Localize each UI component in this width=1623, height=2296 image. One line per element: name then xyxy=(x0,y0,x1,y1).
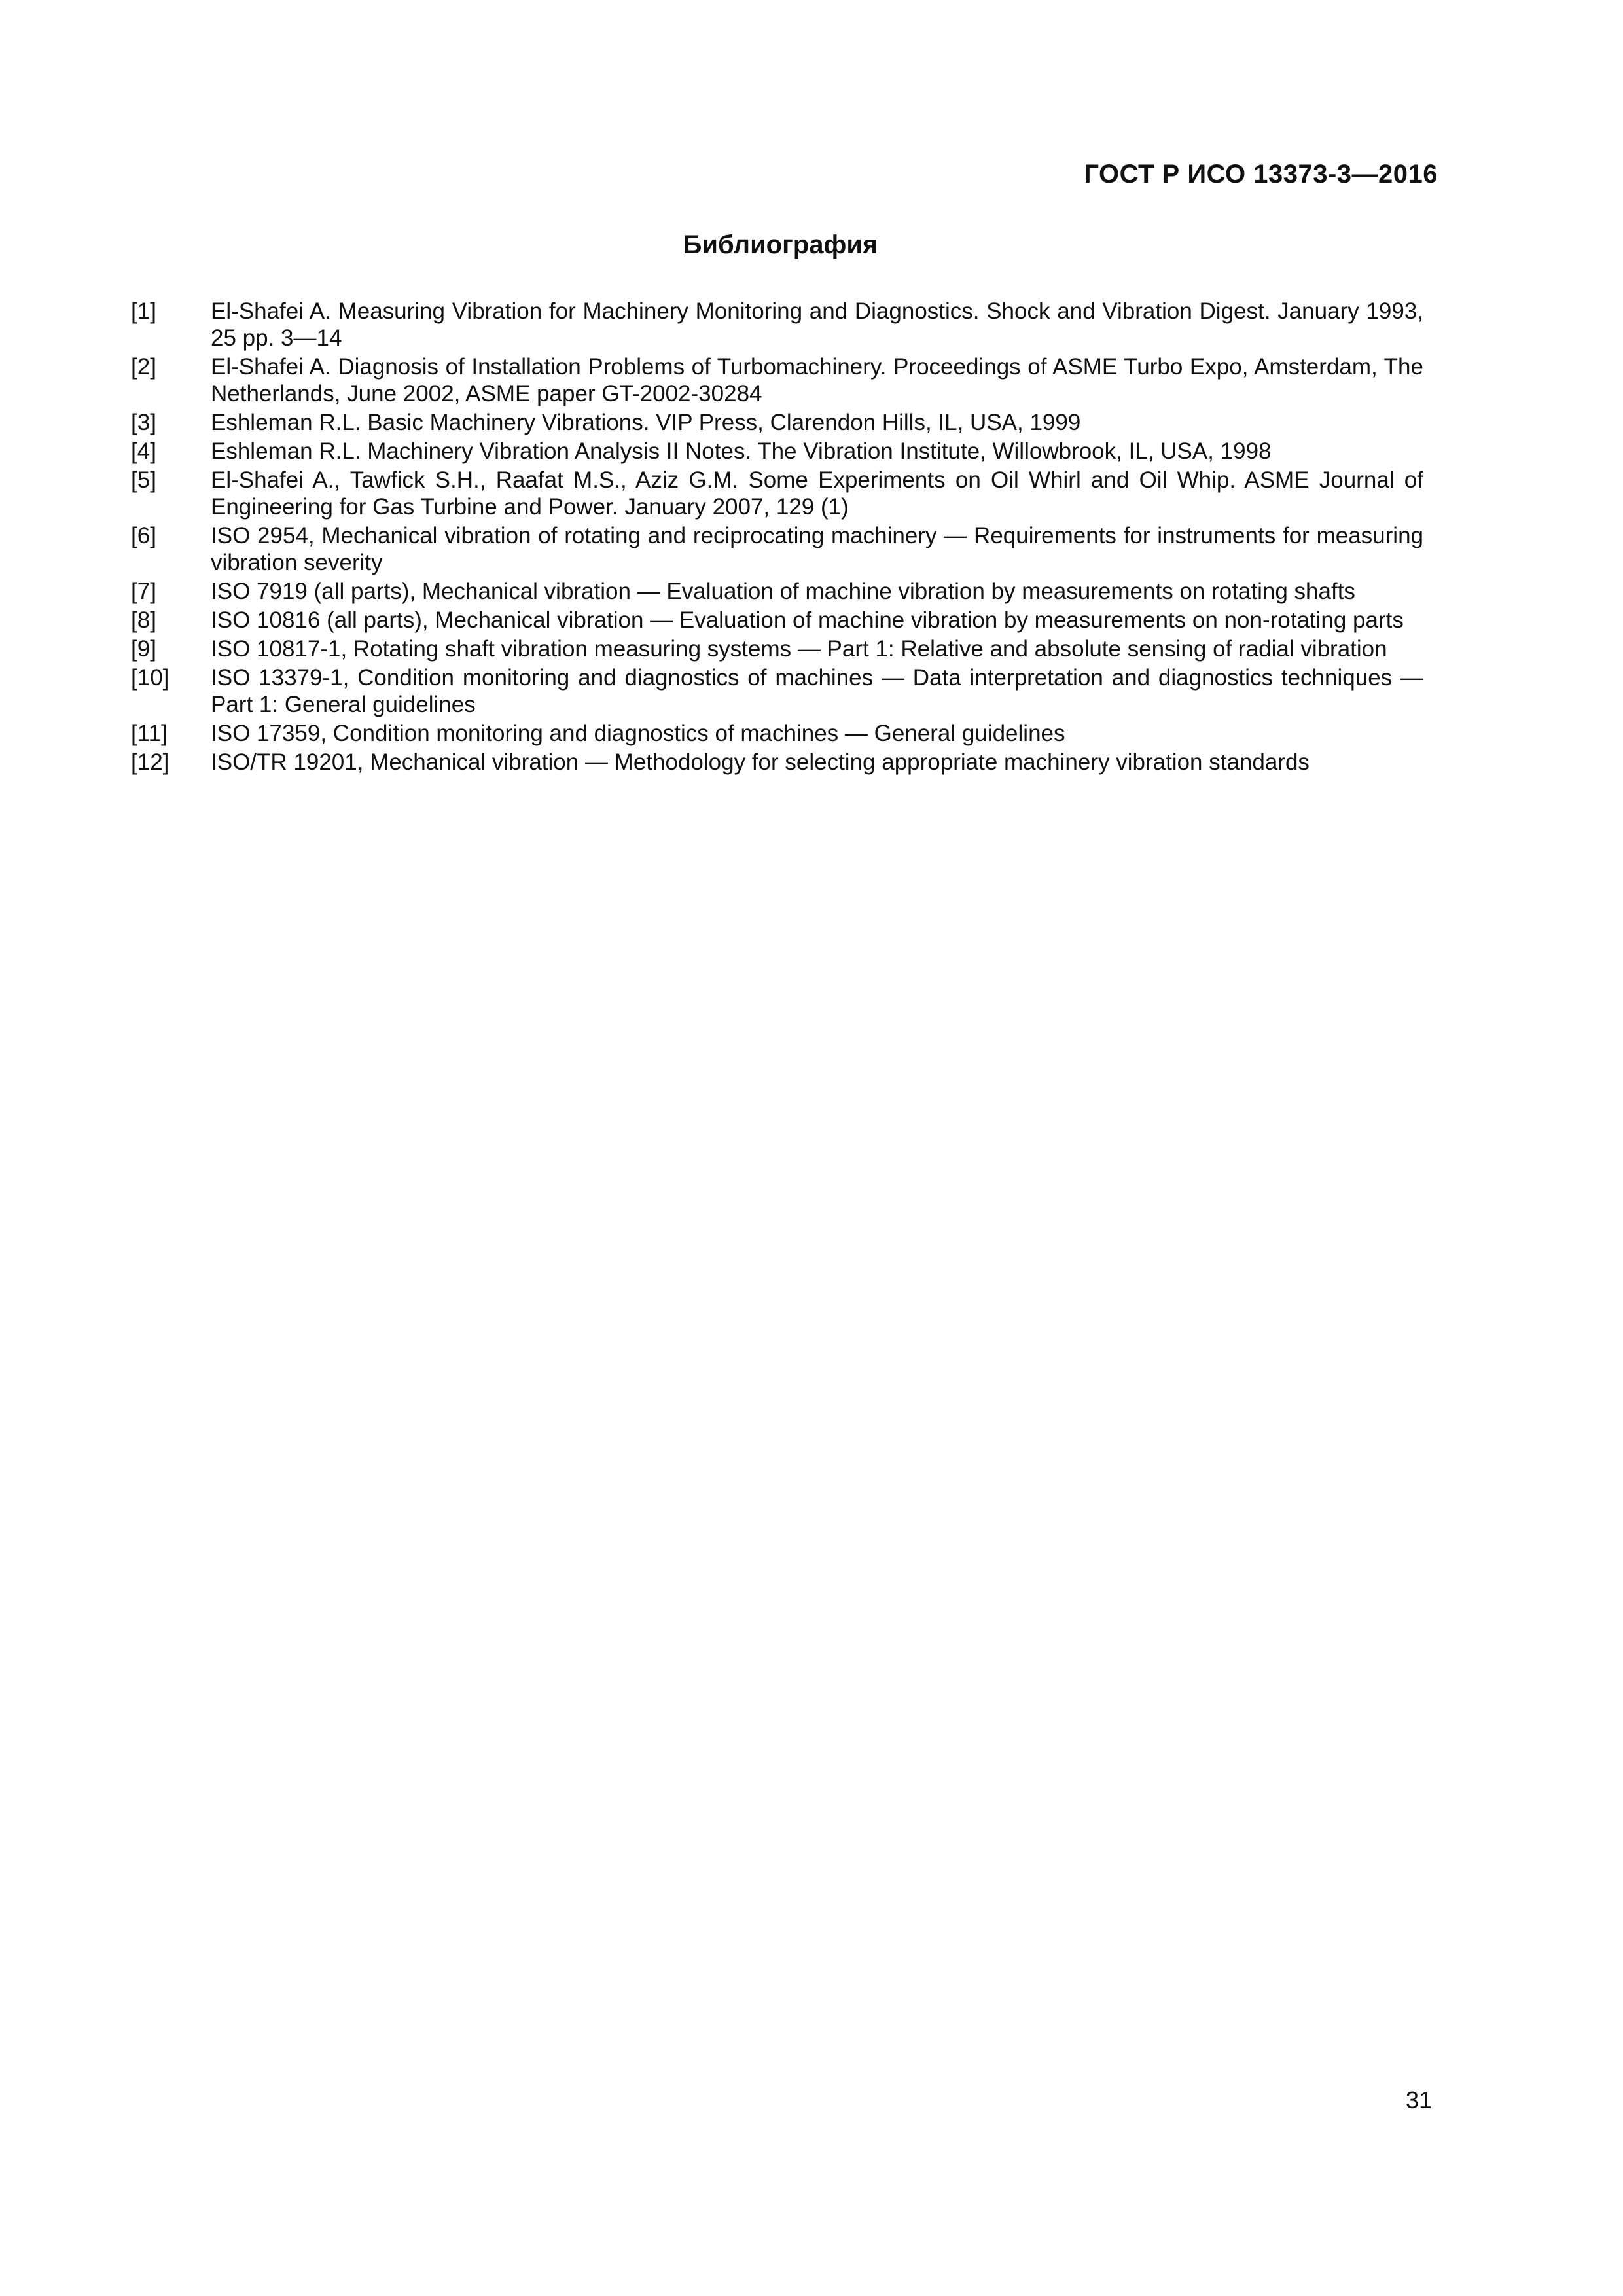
entry-number: [9] xyxy=(131,636,156,662)
bibliography-entry xyxy=(131,409,1423,436)
entry-text: Eshleman R.L. Basic Machinery Vibrations. VIP Press, Clarendon Hills, IL, USA, 1999 xyxy=(211,410,1081,435)
bibliography-title: Библиография xyxy=(683,230,878,259)
entry-number: [10] xyxy=(131,665,169,691)
page-number: 31 xyxy=(1405,2087,1432,2113)
bibliography-entry xyxy=(131,522,1423,576)
entry-text: El-Shafei A. Diagnosis of Installation Problems of Turbomachinery. Proceedings of ASME Turbo Expo, Amsterdam, The Netherlands, June 2002, ASME paper GT-2002-30284 xyxy=(211,354,1423,406)
bibliography-entry xyxy=(131,353,1423,407)
entry-number: [8] xyxy=(131,607,156,633)
entry-text: Eshleman R.L. Machinery Vibration Analysis II Notes. The Vibration Institute, Willowbrook, IL, USA, 1998 xyxy=(211,439,1272,464)
entry-text: ISO 17359, Condition monitoring and diagnostics of machines — General guidelines xyxy=(211,721,1065,746)
bibliography-entry xyxy=(131,438,1423,465)
bibliography-entry xyxy=(131,467,1423,520)
entry-text: ISO 7919 (all parts), Mechanical vibration — Evaluation of machine vibration by measurements on rotating shafts xyxy=(211,579,1355,604)
bibliography-entry xyxy=(131,298,1423,351)
entry-number: [3] xyxy=(131,410,156,435)
entry-text: ISO 13379-1, Condition monitoring and diagnostics of machines — Data interpretation and diagnostics techniques — Part 1: General guidelines xyxy=(211,665,1423,717)
bibliography-entry xyxy=(131,636,1423,662)
bibliography-entry xyxy=(131,664,1423,718)
entry-text: ISO/TR 19201, Mechanical vibration — Methodology for selecting appropriate machinery vibration standards xyxy=(211,749,1310,775)
bibliography-entry xyxy=(131,720,1423,747)
entry-number: [5] xyxy=(131,467,156,493)
entry-number: [4] xyxy=(131,439,156,464)
entry-text: El-Shafei A., Tawfick S.H., Raafat M.S., Aziz G.M. Some Experiments on Oil Whirl and Oil Whip. ASME Journal of Engineering for Gas Turbine and Power. January 2007, 129 (1) xyxy=(211,467,1423,520)
entry-text: ISO 10817-1, Rotating shaft vibration measuring systems — Part 1: Relative and absolute sensing of radial vibration xyxy=(211,636,1387,662)
entry-text: ISO 2954, Mechanical vibration of rotating and reciprocating machinery — Requirements for instruments for measuring vibration severity xyxy=(211,523,1423,575)
entry-text: El-Shafei A. Measuring Vibration for Machinery Monitoring and Diagnostics. Shock and Vibration Digest. January 1993, 25 pp. 3—14 xyxy=(211,298,1423,351)
entry-number: [7] xyxy=(131,579,156,604)
entry-number: [1] xyxy=(131,298,156,324)
entry-number: [11] xyxy=(131,721,168,746)
entry-text: ISO 10816 (all parts), Mechanical vibration — Evaluation of machine vibration by measurements on non-rotating parts xyxy=(211,607,1404,633)
bibliography-list xyxy=(131,298,1423,778)
bibliography-entry xyxy=(131,578,1423,605)
entry-number: [2] xyxy=(131,354,156,380)
entry-number: [6] xyxy=(131,523,156,548)
bibliography-entry xyxy=(131,749,1423,776)
bibliography-entry xyxy=(131,607,1423,634)
document-code: ГОСТ Р ИСО 13373-3—2016 xyxy=(1084,160,1438,188)
entry-number: [12] xyxy=(131,749,169,775)
